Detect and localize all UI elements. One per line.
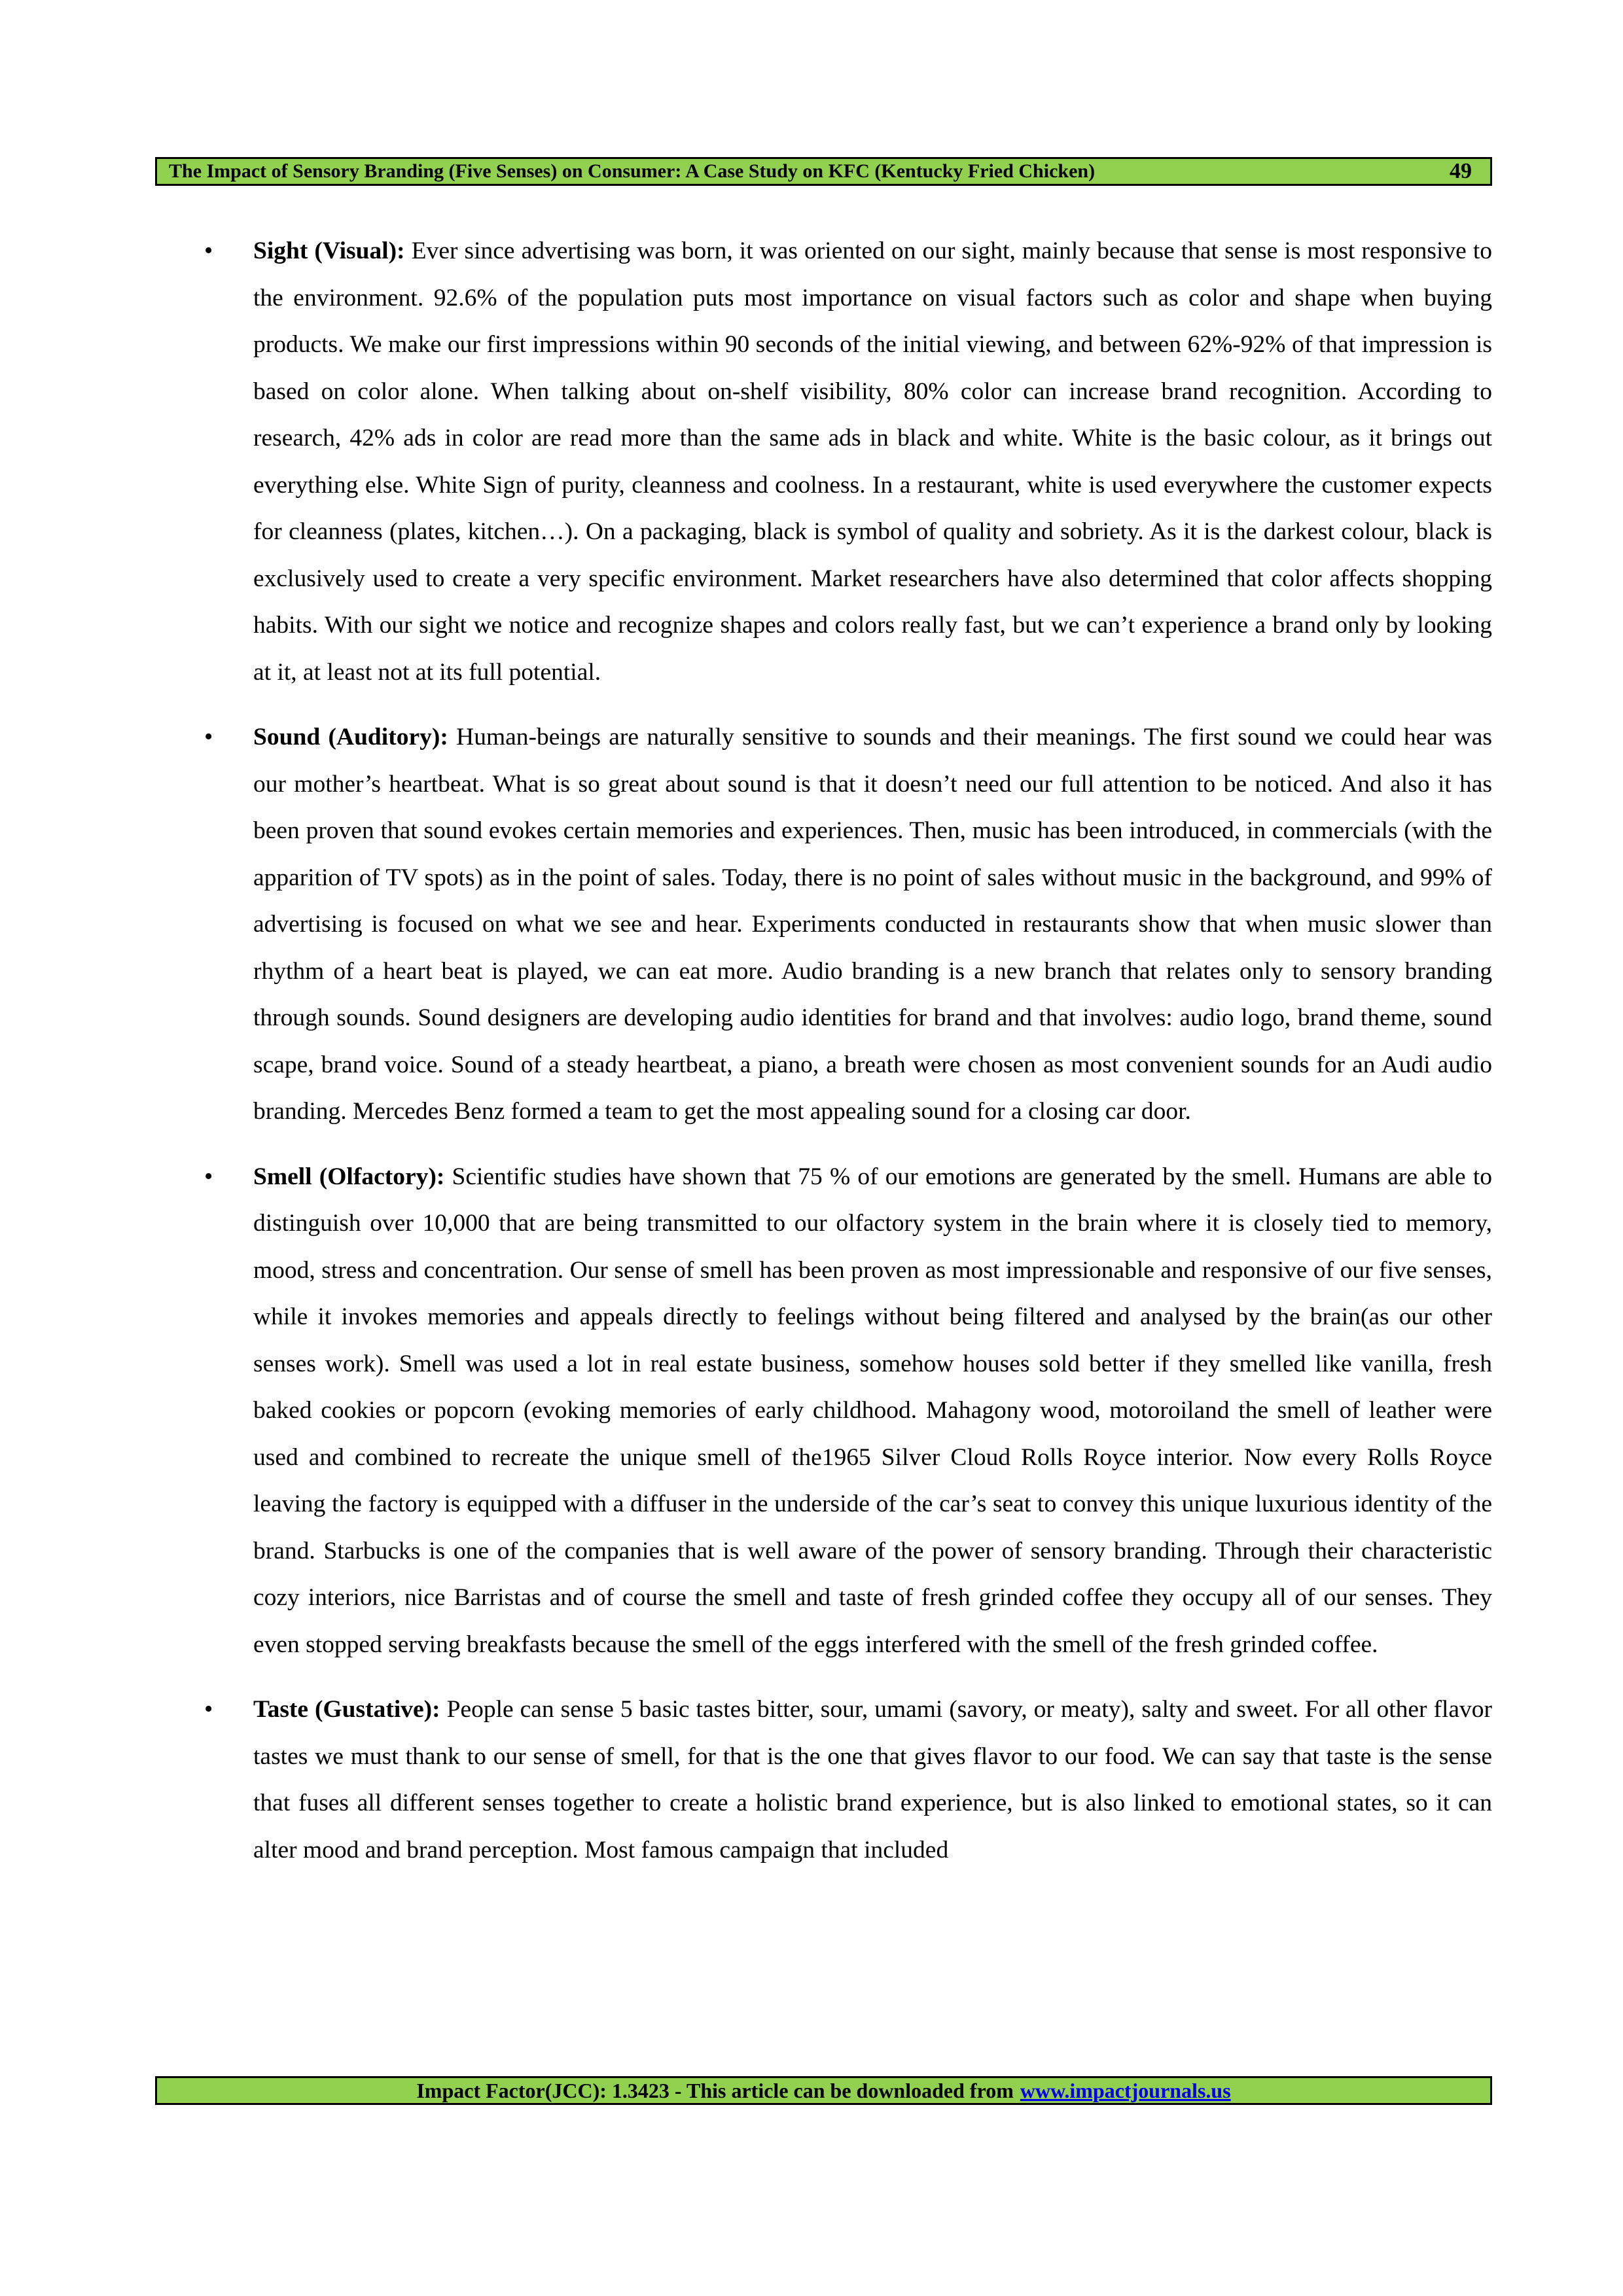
bullet-marker: • xyxy=(204,237,213,264)
footer-text: Impact Factor(JCC): 1.3423 - This article can be downloaded from xyxy=(416,2078,1014,2102)
bullet-term: Taste (Gustative): xyxy=(253,1696,440,1723)
header-title: The Impact of Sensory Branding (Five Senses) on Consumer: A Case Study on KFC (Kentucky Fried Chicken) xyxy=(169,160,1096,182)
running-header xyxy=(155,157,1492,186)
bullet-term: Smell (Olfactory): xyxy=(253,1163,445,1190)
bullet-text: Human-beings are naturally sensitive to sounds and their meanings. The first sound we could hear was our mother’s heartbeat. What is so great about sound is that it doesn’t need our full attention to be noticed. And also it has been proven that sound evokes certain memories and experiences. Then, music has been introduced, in commercials (with the apparition of TV spots) as in the point of sales. Today, there is no point of sales without music in the background, and 99% of advertising is focused on what we see and hear. Experiments conducted in restaurants show that when music slower than rhythm of a heart beat is played, we can eat more. Audio branding is a new branch that relates only to sensory branding through sounds. Sound designers are developing audio identities for brand and that involves: audio logo, brand theme, sound scape, brand voice. Sound of a steady heartbeat, a piano, a breath were chosen as most convenient sounds for an Audi audio branding. Mercedes Benz formed a team to get the most appealing sound for a closing car door. xyxy=(253,724,1492,1125)
journal-website-link[interactable]: www.impactjournals.us xyxy=(1020,2078,1231,2102)
running-footer xyxy=(155,2076,1492,2105)
bullet-text: People can sense 5 basic tastes bitter, sour, umami (savory, or meaty), salty and sweet. For all other flavor tastes we must thank to our sense of smell, for that is the one that gives flavor to our food. We can say that taste is the sense that fuses all different senses together to create a holistic brand experience, but is also linked to emotional states, so it can alter mood and brand perception. Most famous campaign that included xyxy=(253,1696,1492,1863)
bullet-term: Sound (Auditory): xyxy=(253,724,448,751)
bullet-marker: • xyxy=(204,1162,213,1190)
bullet-term: Sight (Visual): xyxy=(253,238,405,264)
bullet-marker: • xyxy=(204,723,213,751)
bullet-taste xyxy=(196,1686,1492,1873)
bullet-marker: • xyxy=(204,1695,213,1723)
bullet-sound xyxy=(196,714,1492,1135)
page-number: 49 xyxy=(1450,159,1472,183)
bullet-smell xyxy=(196,1154,1492,1669)
bullet-text: Scientific studies have shown that 75 % of our emotions are generated by the smell. Humans are able to distinguish over 10,000 that are being transmitted to our olfactory system in the brain where it is closely tied to memory, mood, stress and concentration. Our sense of smell has been proven as most impressionable and responsive of our five senses, while it invokes memories and appeals directly to feelings without being filtered and analysed by the brain(as our other senses work). Smell was used a lot in real estate business, somehow houses sold better if they smelled like vanilla, fresh baked cookies or popcorn (evoking memories of early childhood. Mahagony wood, motoroiland the smell of leather were used and combined to recreate the unique smell of the1965 Silver Cloud Rolls Royce interior. Now every Rolls Royce leaving the factory is equipped with a diffuser in the underside of the car’s seat to convey this unique luxurious identity of the brand. Starbucks is one of the companies that is well aware of the power of sensory branding. Through their characteristic cozy interiors, nice Barristas and of course the smell and taste of fresh grinded coffee they occupy all of our senses. They even stopped serving breakfasts because the smell of the eggs interfered with the smell of the fresh grinded coffee. xyxy=(253,1163,1492,1658)
bullet-sight xyxy=(196,228,1492,696)
article-body xyxy=(196,228,1492,1892)
bullet-text: Ever since advertising was born, it was oriented on our sight, mainly because that sense is most responsive to the environment. 92.6% of the population puts most importance on visual factors such as color and shape when buying products. We make our first impressions within 90 seconds of the initial viewing, and between 62%-92% of that impression is based on color alone. When talking about on-shelf visibility, 80% color can increase brand recognition. According to research, 42% ads in color are read more than the same ads in black and white. White is the basic colour, as it brings out everything else. White Sign of purity, cleanness and coolness. In a restaurant, white is used everywhere the customer expects for cleanness (plates, kitchen…). On a packaging, black is symbol of quality and sobriety. As it is the darkest colour, black is exclusively used to create a very specific environment. Market researchers have also determined that color affects shopping habits. With our sight we notice and recognize shapes and colors really fast, but we can’t experience a brand only by looking at it, at least not at its full potential. xyxy=(253,238,1492,686)
